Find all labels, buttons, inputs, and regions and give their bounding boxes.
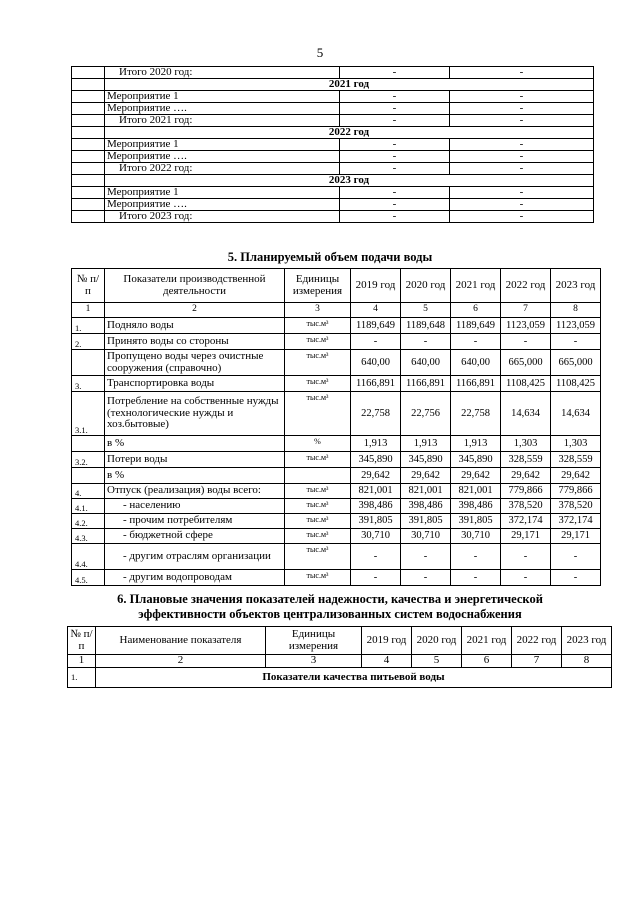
- value-cell: 14,634: [501, 392, 551, 436]
- value-cell: -: [501, 334, 551, 350]
- event-row: [72, 103, 594, 115]
- row-num: [72, 350, 105, 376]
- row-unit: тыс.м³: [285, 376, 351, 392]
- value-cell: 22,756: [401, 392, 451, 436]
- header-year: 2022 год: [512, 627, 562, 655]
- value-cell: 14,634: [551, 392, 601, 436]
- row-label: Принято воды со стороны: [105, 334, 285, 350]
- row-num: 3.: [72, 376, 105, 392]
- table-row: [72, 436, 601, 452]
- value-cell: 29,642: [401, 468, 451, 484]
- header-year: 2022 год: [501, 269, 551, 303]
- row-label: - населению: [105, 499, 285, 514]
- header-year: 2021 год: [451, 269, 501, 303]
- value-cell: -: [450, 163, 594, 175]
- row-num: 1.: [72, 318, 105, 334]
- row-label: Показатели качества питьевой воды: [96, 668, 612, 688]
- value-cell: 30,710: [401, 529, 451, 544]
- table-row: [72, 570, 601, 586]
- col-number: 6: [451, 303, 501, 318]
- header-year: 2019 год: [351, 269, 401, 303]
- value-cell: 1166,891: [451, 376, 501, 392]
- event-row: [72, 199, 594, 211]
- value-cell: -: [340, 163, 450, 175]
- value-cell: 29,171: [551, 529, 601, 544]
- value-cell: -: [401, 544, 451, 570]
- value-cell: 391,805: [401, 514, 451, 529]
- row-num-cell: [72, 151, 105, 163]
- row-unit: тыс.м³: [285, 452, 351, 468]
- value-cell: 821,001: [351, 484, 401, 499]
- table-row: [72, 499, 601, 514]
- header-num: № п/п: [68, 627, 96, 655]
- value-cell: 821,001: [401, 484, 451, 499]
- row-label: Итого 2020 год:: [105, 67, 340, 79]
- value-cell: 372,174: [501, 514, 551, 529]
- year-spacer: [72, 175, 105, 187]
- value-cell: -: [450, 115, 594, 127]
- table-row: [72, 529, 601, 544]
- col-number: 5: [412, 655, 462, 668]
- row-label: - бюджетной сфере: [105, 529, 285, 544]
- events-table: [71, 66, 594, 223]
- value-cell: 398,486: [401, 499, 451, 514]
- row-unit: тыс.м³: [285, 570, 351, 586]
- value-cell: 378,520: [501, 499, 551, 514]
- value-cell: 29,642: [451, 468, 501, 484]
- total-row: [72, 163, 594, 175]
- value-cell: -: [451, 334, 501, 350]
- row-label: - другим водопроводам: [105, 570, 285, 586]
- value-cell: -: [450, 211, 594, 223]
- row-label: Подняло воды: [105, 318, 285, 334]
- value-cell: -: [551, 544, 601, 570]
- value-cell: 30,710: [351, 529, 401, 544]
- value-cell: 1,913: [451, 436, 501, 452]
- row-unit: тыс.м³: [285, 499, 351, 514]
- row-num: 2.: [72, 334, 105, 350]
- value-cell: -: [340, 67, 450, 79]
- col-number: 3: [266, 655, 362, 668]
- year-spacer: [72, 127, 105, 139]
- year-row: [72, 127, 594, 139]
- value-cell: 345,890: [351, 452, 401, 468]
- row-unit: тыс.м³: [285, 392, 351, 436]
- quality-section-row: [68, 668, 612, 688]
- table-row: [72, 318, 601, 334]
- row-unit: тыс.м³: [285, 484, 351, 499]
- value-cell: -: [351, 334, 401, 350]
- row-label: Пропущено воды через очистные сооружения (справочно): [105, 350, 285, 376]
- row-num: 4.: [72, 484, 105, 499]
- page-number: 5: [316, 45, 324, 60]
- year-row: [72, 175, 594, 187]
- value-cell: -: [450, 199, 594, 211]
- value-cell: 1,303: [551, 436, 601, 452]
- value-cell: -: [450, 187, 594, 199]
- row-unit: тыс.м³: [285, 514, 351, 529]
- value-cell: 1,303: [501, 436, 551, 452]
- year-label: 2022 год: [105, 127, 594, 139]
- value-cell: 1108,425: [551, 376, 601, 392]
- value-cell: 640,00: [451, 350, 501, 376]
- row-label: Мероприятие ….: [105, 151, 340, 163]
- value-cell: 29,642: [551, 468, 601, 484]
- value-cell: 345,890: [401, 452, 451, 468]
- value-cell: 1166,891: [351, 376, 401, 392]
- header-year: 2021 год: [462, 627, 512, 655]
- row-label: - другим отраслям организации: [105, 544, 285, 570]
- row-label: Потребление на собственные нужды (технологические нужды и хоз.бытовые): [105, 392, 285, 436]
- value-cell: -: [340, 151, 450, 163]
- row-num: 1.: [68, 668, 96, 688]
- section-6-title-line1: 6. Плановые значения показателей надежности, качества и энергетической: [117, 592, 543, 606]
- value-cell: 779,866: [501, 484, 551, 499]
- row-unit: тыс.м³: [285, 334, 351, 350]
- value-cell: 328,559: [551, 452, 601, 468]
- header-num: № п/п: [72, 269, 105, 303]
- year-label: 2021 год: [105, 79, 594, 91]
- table-row: [72, 544, 601, 570]
- value-cell: -: [451, 544, 501, 570]
- value-cell: 30,710: [451, 529, 501, 544]
- row-label: - прочим потребителям: [105, 514, 285, 529]
- value-cell: 398,486: [351, 499, 401, 514]
- header-year: 2020 год: [401, 269, 451, 303]
- value-cell: 665,000: [551, 350, 601, 376]
- value-cell: -: [401, 334, 451, 350]
- value-cell: -: [340, 103, 450, 115]
- total-row: [72, 211, 594, 223]
- row-label: Итого 2022 год:: [105, 163, 340, 175]
- value-cell: -: [340, 139, 450, 151]
- row-num: 4.5.: [72, 570, 105, 586]
- header-unit: Единицы измерения: [266, 627, 362, 655]
- value-cell: 1,913: [401, 436, 451, 452]
- value-cell: 29,171: [501, 529, 551, 544]
- row-label: Итого 2021 год:: [105, 115, 340, 127]
- column-number-row: [68, 655, 612, 668]
- value-cell: 345,890: [451, 452, 501, 468]
- row-num: 4.2.: [72, 514, 105, 529]
- row-label: Транспортировка воды: [105, 376, 285, 392]
- value-cell: -: [450, 139, 594, 151]
- value-cell: -: [340, 187, 450, 199]
- col-number: 5: [401, 303, 451, 318]
- row-label: Отпуск (реализация) воды всего:: [105, 484, 285, 499]
- event-row: [72, 91, 594, 103]
- col-number: 7: [512, 655, 562, 668]
- row-num-cell: [72, 211, 105, 223]
- row-num-cell: [72, 115, 105, 127]
- section-5-title: 5. Планируемый объем подачи воды: [227, 250, 433, 264]
- value-cell: 372,174: [551, 514, 601, 529]
- value-cell: 328,559: [501, 452, 551, 468]
- value-cell: 1166,891: [401, 376, 451, 392]
- value-cell: 378,520: [551, 499, 601, 514]
- row-num-cell: [72, 67, 105, 79]
- table-row: [72, 452, 601, 468]
- header-year: 2019 год: [362, 627, 412, 655]
- event-row: [72, 187, 594, 199]
- table-row: [72, 392, 601, 436]
- row-num-cell: [72, 103, 105, 115]
- col-number: 2: [96, 655, 266, 668]
- table-header-row: [68, 627, 612, 655]
- value-cell: 640,00: [401, 350, 451, 376]
- value-cell: 22,758: [451, 392, 501, 436]
- value-cell: 1,913: [351, 436, 401, 452]
- row-num-cell: [72, 91, 105, 103]
- table-row: [72, 376, 601, 392]
- value-cell: 821,001: [451, 484, 501, 499]
- row-unit: тыс.м³: [285, 350, 351, 376]
- value-cell: -: [450, 91, 594, 103]
- table-row: [72, 468, 601, 484]
- col-number: 1: [68, 655, 96, 668]
- table-row: [72, 484, 601, 499]
- value-cell: 398,486: [451, 499, 501, 514]
- value-cell: -: [450, 151, 594, 163]
- row-label: Мероприятие ….: [105, 103, 340, 115]
- value-cell: 391,805: [351, 514, 401, 529]
- row-num: 4.1.: [72, 499, 105, 514]
- value-cell: -: [351, 544, 401, 570]
- col-number: 8: [551, 303, 601, 318]
- value-cell: 29,642: [351, 468, 401, 484]
- col-number: 3: [285, 303, 351, 318]
- row-num-cell: [72, 139, 105, 151]
- row-label: Мероприятие 1: [105, 139, 340, 151]
- header-unit: Единицы измерения: [285, 269, 351, 303]
- value-cell: 640,00: [351, 350, 401, 376]
- event-row: [72, 139, 594, 151]
- col-number: 6: [462, 655, 512, 668]
- value-cell: -: [451, 570, 501, 586]
- value-cell: -: [501, 544, 551, 570]
- value-cell: -: [450, 103, 594, 115]
- row-label: Мероприятие ….: [105, 199, 340, 211]
- col-number: 4: [351, 303, 401, 318]
- indicators-table: [67, 626, 612, 688]
- value-cell: 1189,648: [401, 318, 451, 334]
- row-unit: тыс.м³: [285, 544, 351, 570]
- value-cell: -: [551, 334, 601, 350]
- col-number: 8: [562, 655, 612, 668]
- row-num-cell: [72, 199, 105, 211]
- row-label: в %: [105, 468, 285, 484]
- value-cell: 29,642: [501, 468, 551, 484]
- row-num-cell: [72, 163, 105, 175]
- row-label: Итого 2023 год:: [105, 211, 340, 223]
- header-year: 2023 год: [551, 269, 601, 303]
- year-row: [72, 79, 594, 91]
- column-number-row: [72, 303, 601, 318]
- section-6-title-line2: эффективности объектов централизованных систем водоснабжения: [138, 607, 522, 621]
- row-label: Мероприятие 1: [105, 187, 340, 199]
- row-num: 4.4.: [72, 544, 105, 570]
- table-row: [72, 350, 601, 376]
- header-indicator: Показатели производственной деятельности: [105, 269, 285, 303]
- value-cell: -: [551, 570, 601, 586]
- header-year: 2020 год: [412, 627, 462, 655]
- value-cell: 1123,059: [551, 318, 601, 334]
- value-cell: -: [340, 91, 450, 103]
- row-label: в %: [105, 436, 285, 452]
- value-cell: -: [340, 115, 450, 127]
- year-spacer: [72, 79, 105, 91]
- value-cell: 1189,649: [451, 318, 501, 334]
- value-cell: 1123,059: [501, 318, 551, 334]
- value-cell: -: [340, 211, 450, 223]
- table-header-row: [72, 269, 601, 303]
- value-cell: 779,866: [551, 484, 601, 499]
- row-label: Мероприятие 1: [105, 91, 340, 103]
- header-indicator: Наименование показателя: [96, 627, 266, 655]
- col-number: 1: [72, 303, 105, 318]
- value-cell: 1108,425: [501, 376, 551, 392]
- row-num: [72, 468, 105, 484]
- event-row: [72, 151, 594, 163]
- value-cell: -: [450, 67, 594, 79]
- value-cell: 1189,649: [351, 318, 401, 334]
- col-number: 7: [501, 303, 551, 318]
- row-num: 3.1.: [72, 392, 105, 436]
- row-unit: тыс.м³: [285, 529, 351, 544]
- row-num: 3.2.: [72, 452, 105, 468]
- table-row: [72, 514, 601, 529]
- year-label: 2023 год: [105, 175, 594, 187]
- header-year: 2023 год: [562, 627, 612, 655]
- row-num: 4.3.: [72, 529, 105, 544]
- row-label: Потери воды: [105, 452, 285, 468]
- value-cell: 22,758: [351, 392, 401, 436]
- row-unit: %: [285, 436, 351, 452]
- value-cell: 391,805: [451, 514, 501, 529]
- value-cell: -: [401, 570, 451, 586]
- value-cell: 665,000: [501, 350, 551, 376]
- value-cell: -: [340, 199, 450, 211]
- row-num: [72, 436, 105, 452]
- table-row: [72, 334, 601, 350]
- row-num-cell: [72, 187, 105, 199]
- row-unit: [285, 468, 351, 484]
- water-supply-table: [71, 268, 601, 586]
- total-row: [72, 67, 594, 79]
- col-number: 4: [362, 655, 412, 668]
- row-unit: тыс.м³: [285, 318, 351, 334]
- value-cell: -: [351, 570, 401, 586]
- total-row: [72, 115, 594, 127]
- col-number: 2: [105, 303, 285, 318]
- value-cell: -: [501, 570, 551, 586]
